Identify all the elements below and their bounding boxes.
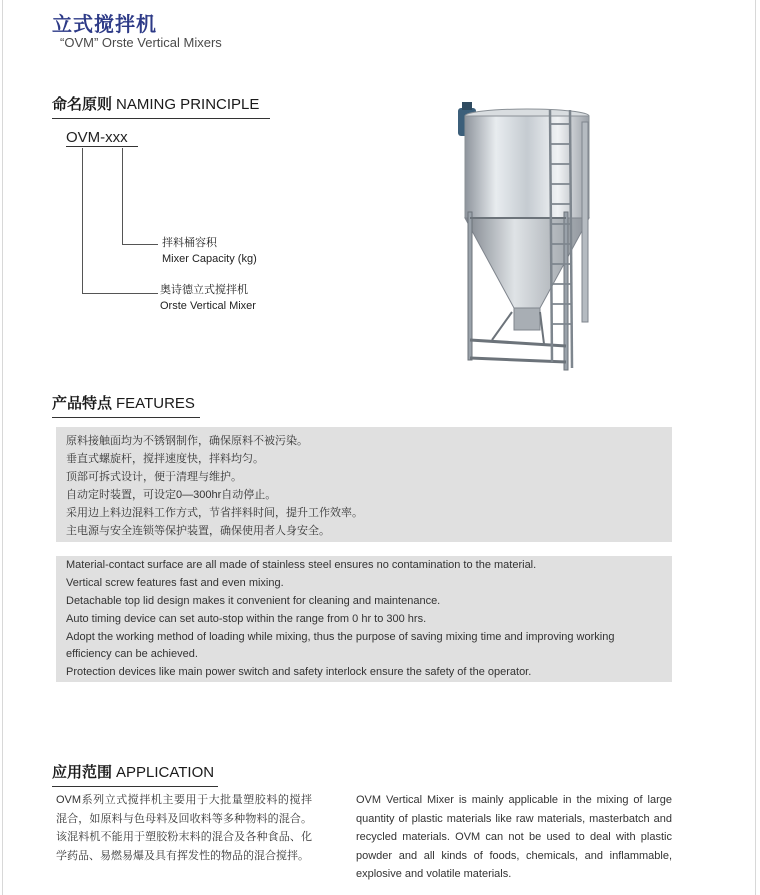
capacity-label-en: Mixer Capacity (kg) [162, 253, 257, 265]
feature-cn-item: 主电源与安全连锁等保护装置，确保使用者人身安全。 [66, 525, 330, 537]
brand-connector-vertical [82, 148, 83, 293]
feature-en-item: Protection devices like main power switch and safety interlock ensure the safety of the operator. [66, 666, 532, 678]
brand-label-cn: 奥诗德立式搅拌机 [160, 284, 248, 296]
feature-en-item: Adopt the working method of loading while mixing, thus the purpose of saving mixing time and improving working [66, 631, 615, 643]
naming-heading-underline [52, 118, 270, 119]
features-heading-cn: 产品特点 [52, 395, 113, 412]
feature-en-item: efficiency can be achieved. [66, 648, 198, 660]
features-cn-panel [56, 427, 672, 542]
feature-cn-item: 原料接触面均为不锈钢制作，确保原料不被污染。 [66, 435, 308, 447]
capacity-connector-vertical [122, 148, 123, 244]
naming-heading [52, 93, 259, 117]
brand-label-en: Orste Vertical Mixer [160, 300, 256, 312]
vertical-mixer-image [452, 100, 602, 372]
capacity-label [162, 235, 257, 267]
features-heading [52, 392, 195, 416]
feature-en-item: Material-contact surface are all made of stainless steel ensures no contamination to the material. [66, 559, 537, 571]
feature-cn-item: 顶部可拆式设计，便于清理与维护。 [66, 471, 242, 483]
page-title-en: “OVM” Orste Vertical Mixers [60, 35, 222, 50]
naming-heading-en: NAMING PRINCIPLE [116, 96, 260, 113]
left-edge-line [2, 0, 3, 895]
page-title-cn: 立式搅拌机 [52, 14, 157, 36]
feature-cn-item: 垂直式螺旋杆，搅拌速度快，拌料均匀。 [66, 453, 264, 465]
application-heading-cn: 应用范围 [52, 764, 113, 781]
capacity-label-cn: 拌料桶容积 [162, 237, 217, 249]
naming-heading-cn: 命名原则 [52, 96, 113, 113]
feature-cn-item: 采用边上料边混料工作方式，节省拌料时间，提升工作效率。 [66, 507, 363, 519]
feature-en-item: Detachable top lid design makes it convenient for cleaning and maintenance. [66, 595, 441, 607]
features-en-panel [56, 556, 672, 682]
application-heading [52, 761, 214, 785]
brand-connector-horizontal [82, 293, 158, 294]
capacity-connector-horizontal [122, 244, 158, 245]
application-heading-underline [52, 786, 218, 787]
application-cn-text: OVM系列立式搅拌机主要用于大批量塑胶料的搅拌混合，如原料与色母料及回收料等多种物料的混合。该混料机不能用于塑胶粉末料的混合及各种食品、化学药品、易燃易爆及具有挥发性的物品的混合搅拌。 [56, 794, 312, 862]
model-code: OVM-xxx [66, 129, 128, 146]
features-heading-en: FEATURES [116, 395, 195, 412]
right-edge-line [755, 0, 756, 895]
feature-cn-item: 自动定时装置，可设定0—300hr自动停止。 [66, 489, 277, 501]
feature-en-item: Vertical screw features fast and even mixing. [66, 577, 284, 589]
features-heading-underline [52, 417, 200, 418]
model-code-underline [66, 146, 138, 147]
application-heading-en: APPLICATION [116, 764, 215, 781]
feature-en-item: Auto timing device can set auto-stop within the range from 0 hr to 300 hrs. [66, 613, 427, 625]
application-en-text: OVM Vertical Mixer is mainly applicable in the mixing of large quantity of plastic materials like raw materials, masterbatch and recycled materials. OVM can not be used to deal with plastic powder and all kinds of foods, chemicals, and inflammable, explosive and volatile materials. [356, 794, 672, 880]
brand-label [160, 282, 256, 314]
